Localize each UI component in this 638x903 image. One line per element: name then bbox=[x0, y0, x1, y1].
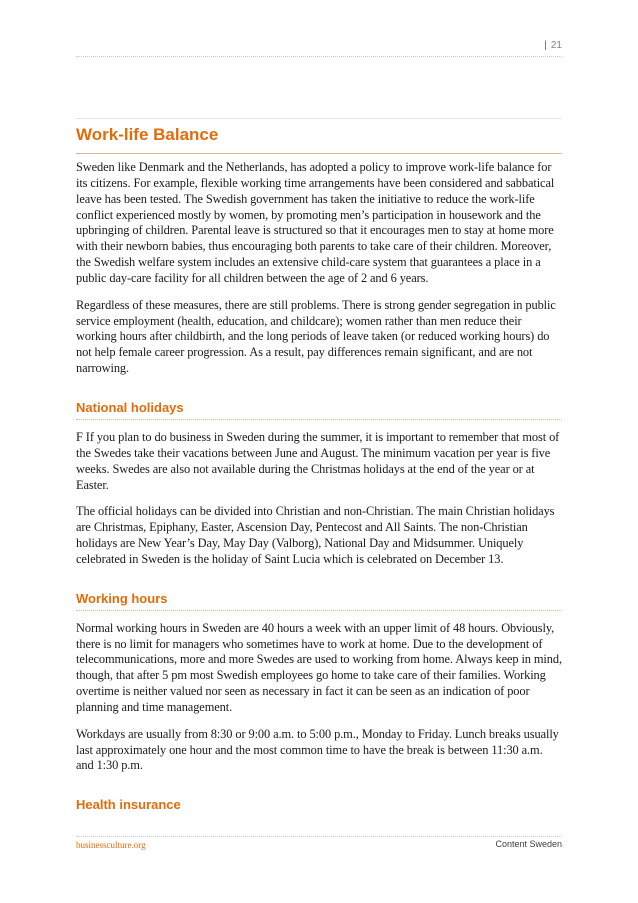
paragraph-holidays-2: The official holidays can be divided into Christian and non-Christian. The main Christian holidays are Christmas, Epiphany, Easter, Ascension Day, Pentecost and All Saints. The non-Christian holidays are New Year’s Day, May Day (Valborg), National Day and Midsummer. Uniquely celebrated in Sweden is the holiday of Saint Lucia which is celebrated on December 13. bbox=[76, 504, 555, 566]
paragraph-working-hours-2: Workdays are usually from 8:30 or 9:00 a.m. to 5:00 p.m., Monday to Friday. Lunch breaks usually last approximately one hour and the most common time to have the break is between 11:30 a.m. and 1:30 p.m. bbox=[76, 726, 559, 773]
page-number-value: 21 bbox=[550, 40, 562, 51]
footer-rule bbox=[76, 836, 562, 837]
paragraph-work-life-1: Sweden like Denmark and the Netherlands, has adopted a policy to improve work-life balance for its citizens. For example, flexible working time arrangements have been considered and sabbatical leave has been tested. The Swedish government has taken the initiative to reduce the work-life conflict experienced mostly by women, by promoting men’s participation in housework and the upbringing of children. Parental leave is structured so that it encourages men to stay at home more with their newborn babies, thus encouraging both parents to take care of their children. Moreover, the Swedish welfare system includes an extensive child-care system that guarantees a place in a public day-care facility for all children between the age of 2 and 6 years. bbox=[76, 160, 555, 285]
paragraph-work-life-2: Regardless of these measures, there are still problems. There is strong gender segregation in public service employment (health, education, and childcare); women rather than men reduce their working hours after childbirth, and the long periods of leave taken (or reduced working hours) do not help female career progression. As a result, pay differences remain significant, and are not narrowing. bbox=[76, 297, 556, 376]
footer-document-label: Content Sweden bbox=[495, 839, 562, 849]
paragraph-holidays-1: F If you plan to do business in Sweden during the summer, it is important to remember that most of the Swedes take their vacations between June and August. The minimum vacation per year is five weeks. Swedes are also not available during the Christmas holidays at the end of the year or at Easter. bbox=[76, 429, 560, 492]
section-title-health-insurance: Health insurance bbox=[76, 797, 181, 813]
section-title-work-life-balance: Work-life Balance bbox=[76, 118, 562, 154]
page-number bbox=[544, 40, 562, 51]
page-content bbox=[76, 118, 562, 816]
paragraph-working-hours-1: Normal working hours in Sweden are 40 hours a week with an upper limit of 48 hours. Obviously, there is no limit for managers who sometimes have to work at home. Due to the development of telecommunications, more and more Swedes are used to working from home. Always keep in mind, though, that after 5 pm most Swedish employees go home to take care of their families. Working overtime is neither valued nor seen as necessary in fact it can be seen as an indication of poor planning and time management. bbox=[76, 620, 562, 714]
section-title-national-holidays: National holidays bbox=[76, 399, 562, 420]
header-rule bbox=[76, 56, 562, 57]
section-title-working-hours: Working hours bbox=[76, 590, 562, 611]
footer-website: businessculture.org bbox=[76, 840, 146, 850]
page-number-separator: | bbox=[544, 40, 547, 51]
